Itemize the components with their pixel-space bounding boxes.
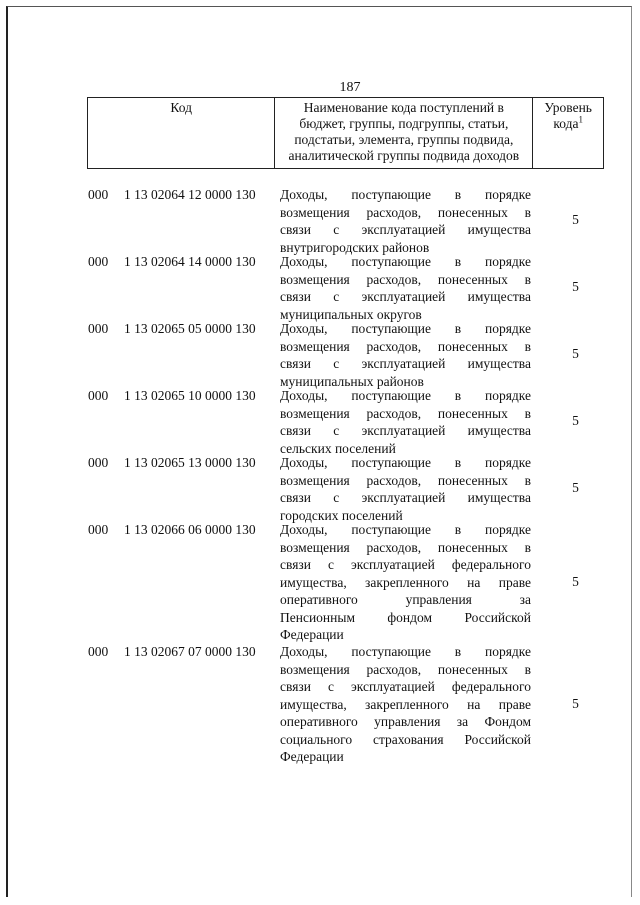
row-revenue-code: 1 13 02064 14 0000 130 — [124, 254, 256, 269]
row-name-line: Федерации — [280, 749, 344, 764]
page-number: 187 — [339, 80, 361, 95]
row-name-line: социального страхования Российской — [280, 731, 531, 747]
row-name-line: имущества, закрепленного на праве — [280, 696, 531, 712]
row-admin-code: 000 — [88, 455, 109, 470]
row-level: 5 — [572, 345, 579, 361]
row-name-line: возмещения расходов, понесенных в — [280, 539, 531, 555]
row-name-line: Доходы, поступающие в порядке — [280, 644, 531, 659]
header-code-cell — [88, 98, 275, 169]
row-admin-code: 000 — [88, 644, 109, 659]
header-level-cell — [533, 98, 604, 169]
row-name-line: Федерации — [280, 627, 344, 642]
header-level-footnote: 1 — [578, 114, 583, 125]
row-name-line: связи с эксплуатацией имущества — [280, 289, 531, 304]
row-name-line: связи с эксплуатацией имущества — [280, 356, 531, 371]
row-name — [280, 521, 531, 643]
row-name-line: возмещения расходов, понесенных в — [280, 204, 531, 220]
row-name-line: сельских поселений — [280, 440, 396, 456]
header-code-label: Код — [170, 100, 192, 115]
row-level: 5 — [572, 696, 579, 712]
table-body — [88, 186, 608, 765]
row-name-line: Пенсионным фондом Российской — [280, 609, 531, 625]
row-name — [280, 387, 531, 454]
row-revenue-code: 1 13 02065 10 0000 130 — [124, 388, 256, 403]
row-name-line: Доходы, поступающие в порядке — [280, 187, 531, 202]
table-row — [88, 253, 608, 320]
table-row — [88, 521, 608, 643]
row-name — [280, 253, 531, 320]
row-revenue-code: 1 13 02065 05 0000 130 — [124, 321, 256, 336]
header-name-line: Наименование кода поступлений в — [303, 100, 504, 115]
row-name — [280, 186, 531, 253]
row-level: 5 — [572, 412, 579, 428]
table-row — [88, 454, 608, 521]
row-name-line: Доходы, поступающие в порядке — [280, 254, 531, 269]
row-name-line: возмещения расходов, понесенных в — [280, 405, 531, 421]
row-name-line: оперативного управления за — [280, 592, 531, 607]
row-name — [280, 320, 531, 387]
table-row — [88, 320, 608, 387]
row-name-line: оперативного управления за Фондом — [280, 714, 531, 729]
row-name-line: возмещения расходов, понесенных в — [280, 338, 531, 354]
table-row — [88, 186, 608, 253]
row-name-line: муниципальных районов — [280, 373, 424, 389]
header-name-line: подстатьи, элемента, группы подвида, — [294, 132, 514, 147]
row-name-line: возмещения расходов, понесенных в — [280, 661, 531, 677]
header-level-word: кода — [553, 116, 579, 131]
row-revenue-code: 1 13 02065 13 0000 130 — [124, 455, 256, 470]
header-name-line: аналитической группы подвида доходов — [288, 148, 520, 163]
row-name-line: возмещения расходов, понесенных в — [280, 472, 531, 488]
row-admin-code: 000 — [88, 321, 109, 336]
row-name-line: Доходы, поступающие в порядке — [280, 455, 531, 470]
row-name-line: связи с эксплуатацией федерального — [280, 557, 531, 572]
row-revenue-code: 1 13 02067 07 0000 130 — [124, 644, 256, 659]
row-admin-code: 000 — [88, 254, 109, 269]
row-admin-code: 000 — [88, 187, 109, 202]
row-level: 5 — [572, 479, 579, 495]
row-revenue-code: 1 13 02066 06 0000 130 — [124, 522, 256, 537]
row-name-line: связи с эксплуатацией имущества — [280, 222, 531, 237]
row-name-line: Доходы, поступающие в порядке — [280, 522, 531, 537]
row-name-line: связи с эксплуатацией имущества — [280, 490, 531, 505]
row-admin-code: 000 — [88, 522, 109, 537]
row-name-line: Доходы, поступающие в порядке — [280, 388, 531, 403]
row-name-line: городских поселений — [280, 507, 403, 523]
row-name-line: внутригородских районов — [280, 239, 430, 255]
row-level: 5 — [572, 278, 579, 294]
table-row — [88, 387, 608, 454]
header-level-line — [537, 116, 599, 132]
row-name-line: муниципальных округов — [280, 306, 422, 322]
table-header — [87, 97, 604, 169]
row-name-line: связи с эксплуатацией федерального — [280, 679, 531, 694]
row-name-line: связи с эксплуатацией имущества — [280, 423, 531, 438]
row-name-line: имущества, закрепленного на праве — [280, 574, 531, 590]
row-revenue-code: 1 13 02064 12 0000 130 — [124, 187, 256, 202]
row-name-line: возмещения расходов, понесенных в — [280, 271, 531, 287]
row-level: 5 — [572, 211, 579, 227]
header-name-cell — [275, 98, 533, 169]
row-admin-code: 000 — [88, 388, 109, 403]
row-name-line: Доходы, поступающие в порядке — [280, 321, 531, 336]
header-name-line: бюджет, группы, подгруппы, статьи, — [299, 116, 509, 131]
row-name — [280, 454, 531, 521]
row-name — [280, 643, 531, 765]
header-level-line: Уровень — [544, 100, 592, 115]
row-level: 5 — [572, 574, 579, 590]
table-row — [88, 643, 608, 765]
